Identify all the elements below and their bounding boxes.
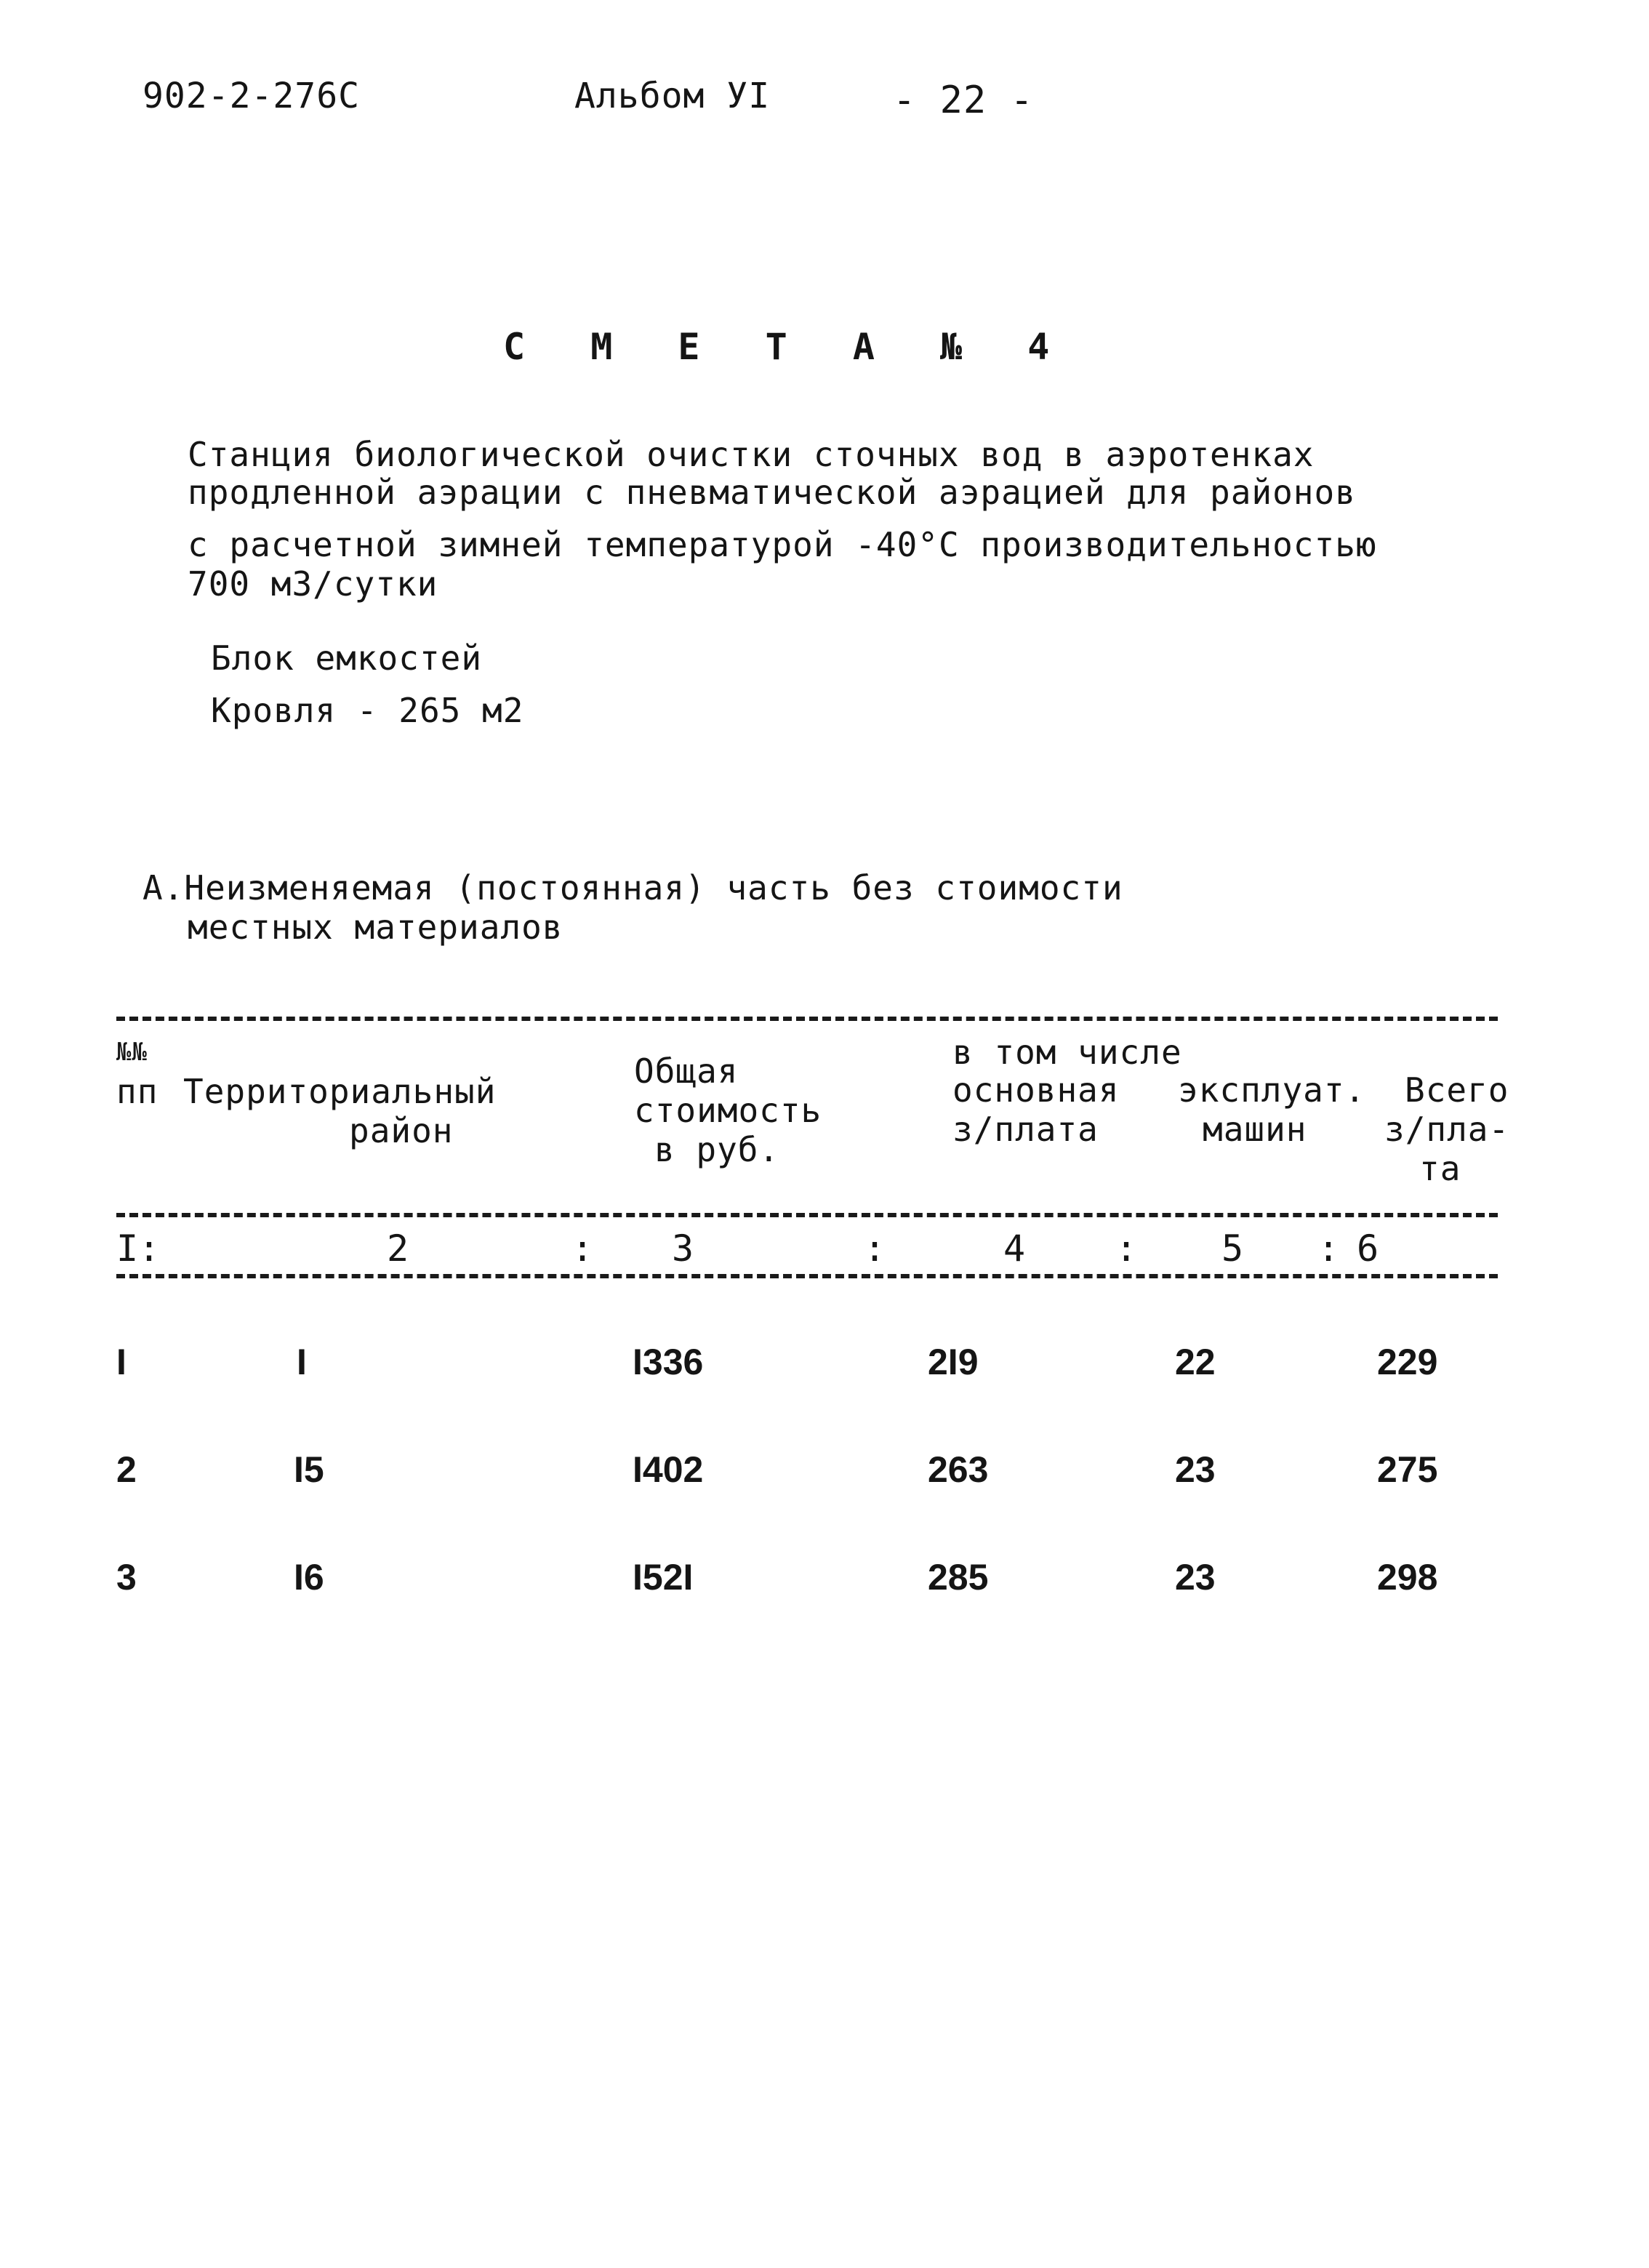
header-machines-line-2: машин	[1203, 1110, 1307, 1149]
section-heading-line-1: А.Неизменяемая (постоянная) часть без стоимости	[143, 868, 1123, 907]
column-separator: :	[1317, 1227, 1340, 1270]
header-all-wage-line-2: з/пла-	[1384, 1110, 1510, 1149]
header-wage-line-1: основная	[952, 1070, 1120, 1110]
block-name: Блок емкостей	[211, 638, 483, 678]
header-total-line-2: стоимость	[634, 1091, 822, 1130]
header-district-line-1: Территориальный	[183, 1072, 497, 1111]
header-district-line-2: район	[349, 1111, 454, 1150]
description-line-3: с расчетной зимней температурой -40°С производительностью	[188, 525, 1377, 564]
row-3-total-wage: 298	[1377, 1557, 1438, 1598]
table-top-rule	[116, 1017, 1498, 1021]
header-total-line-3: в руб.	[654, 1130, 780, 1169]
row-3-total-cost: I52I	[633, 1557, 694, 1598]
header-number: пп	[116, 1072, 159, 1111]
row-3-base-wage: 285	[928, 1557, 989, 1598]
header-all-wage-line-1: Всего	[1405, 1070, 1509, 1110]
column-number-4: 4	[1003, 1227, 1026, 1270]
album-label: Альбом УI	[574, 76, 771, 116]
header-bottom-rule	[116, 1213, 1498, 1217]
row-2-machine-wage: 23	[1175, 1449, 1216, 1490]
row-2-number: 2	[116, 1449, 137, 1490]
column-number-1: I	[116, 1227, 139, 1270]
row-1-machine-wage: 22	[1175, 1342, 1216, 1382]
header-group-label: в том числе	[952, 1033, 1182, 1072]
section-heading-line-2: местных материалов	[188, 907, 563, 947]
column-separator: :	[571, 1227, 594, 1270]
column-number-3: 3	[672, 1227, 694, 1270]
column-separator: :	[1115, 1227, 1138, 1270]
page-number: - 22 -	[893, 79, 1034, 122]
row-2-base-wage: 263	[928, 1449, 989, 1490]
document-code: 902-2-276С	[143, 76, 360, 116]
column-number-2: 2	[387, 1227, 409, 1270]
row-1-district: I	[297, 1342, 307, 1382]
row-2-district: I5	[294, 1449, 324, 1490]
row-1-base-wage: 2I9	[928, 1342, 979, 1382]
description-line-4: 700 м3/сутки	[188, 564, 438, 604]
row-1-total-cost: I336	[633, 1342, 704, 1382]
row-3-number: 3	[116, 1557, 137, 1598]
column-number-5: 5	[1221, 1227, 1244, 1270]
row-3-machine-wage: 23	[1175, 1557, 1216, 1598]
header-all-wage-line-3: та	[1419, 1149, 1461, 1188]
row-2-total-cost: I402	[633, 1449, 704, 1490]
description-line-2: продленной аэрации с пневматической аэрацией для районов	[188, 473, 1356, 512]
column-numbers-rule	[116, 1274, 1498, 1278]
estimate-title: С М Е Т А № 4	[503, 326, 1072, 368]
row-3-district: I6	[294, 1557, 324, 1598]
description-line-1: Станция биологической очистки сточных вод в аэротенках	[188, 435, 1315, 474]
header-machines-line-1: эксплуат.	[1178, 1070, 1366, 1110]
column-number-6: 6	[1357, 1227, 1379, 1270]
column-separator: :	[138, 1227, 161, 1270]
column-separator: :	[864, 1227, 886, 1270]
header-number-symbol: №№	[116, 1038, 148, 1067]
header-total-line-1: Общая	[634, 1051, 739, 1091]
header-wage-line-2: з/плата	[952, 1110, 1099, 1149]
roof-area: Кровля - 265 м2	[211, 691, 524, 730]
row-2-total-wage: 275	[1377, 1449, 1438, 1490]
row-1-number: I	[116, 1342, 127, 1382]
row-1-total-wage: 229	[1377, 1342, 1438, 1382]
